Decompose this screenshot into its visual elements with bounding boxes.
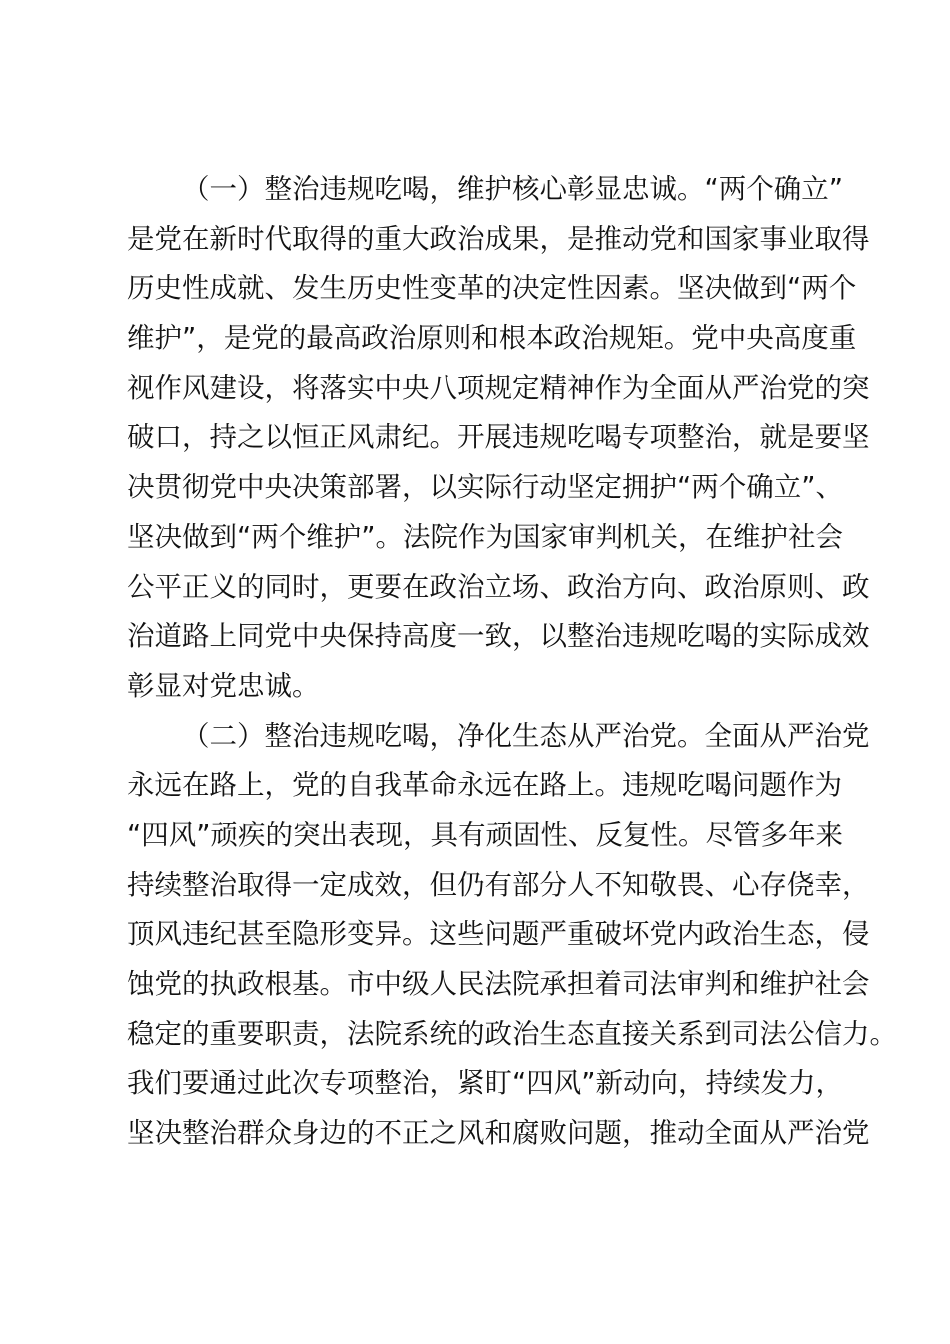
paragraph-1-line-4: 维护”，是党的最高政治原则和根本政治规矩。党中央高度重	[127, 322, 857, 355]
paragraph-1-line-1: （一）整治违规吃喝，维护核心彰显忠诚。“两个确立”	[182, 173, 843, 205]
paragraph-1-line-9: 公平正义的同时，更要在政治立场、政治方向、政治原则、政	[127, 570, 870, 603]
paragraph-1-line-6: 破口，持之以恒正风肃纪。开展违规吃喝专项整治，就是要坚	[127, 421, 870, 454]
paragraph-1-line-11: 彰显对党忠诚。	[127, 669, 320, 702]
paragraph-2-line-2: 永远在路上，党的自我革命永远在路上。违规吃喝问题作为	[127, 769, 842, 802]
paragraph-2-line-8: 我们要通过此次专项整治，紧盯“四风”新动向，持续发力，	[127, 1067, 843, 1100]
paragraph-2-line-7: 稳定的重要职责，法院系统的政治生态直接关系到司法公信力。	[127, 1017, 897, 1050]
paragraph-1-line-5: 视作风建设，将落实中央八项规定精神作为全面从严治党的突	[127, 371, 870, 404]
paragraph-2-line-6: 蚀党的执政根基。市中级人民法院承担着司法审判和维护社会	[127, 968, 870, 1000]
paragraph-1-line-3: 历史性成就、发生历史性变革的决定性因素。坚决做到“两个	[127, 272, 857, 305]
paragraph-1-line-8: 坚决做到“两个维护”。法院作为国家审判机关，在维护社会	[127, 520, 843, 553]
paragraph-2-line-4: 持续整治取得一定成效，但仍有部分人不知敬畏、心存侥幸，	[127, 868, 870, 901]
paragraph-1-line-2: 是党在新时代取得的重大政治成果，是推动党和国家事业取得	[127, 222, 870, 255]
paragraph-2-line-3: “四风”顽疾的突出表现，具有顽固性、反复性。尽管多年来	[127, 818, 843, 851]
paragraph-2-line-9: 坚决整治群众身边的不正之风和腐败问题，推动全面从严治党	[127, 1117, 870, 1150]
document-body	[127, 165, 897, 1159]
paragraph-1-line-7: 决贯彻党中央决策部署，以实际行动坚定拥护“两个确立”、	[127, 471, 843, 504]
paragraph-2-line-1: （二）整治违规吃喝，净化生态从严治党。全面从严治党	[182, 719, 870, 752]
paragraph-2-line-5: 顶风违纪甚至隐形变异。这些问题严重破坏党内政治生态，侵	[127, 918, 870, 951]
paragraph-1-line-10: 治道路上同党中央保持高度一致，以整治违规吃喝的实际成效	[127, 620, 870, 653]
